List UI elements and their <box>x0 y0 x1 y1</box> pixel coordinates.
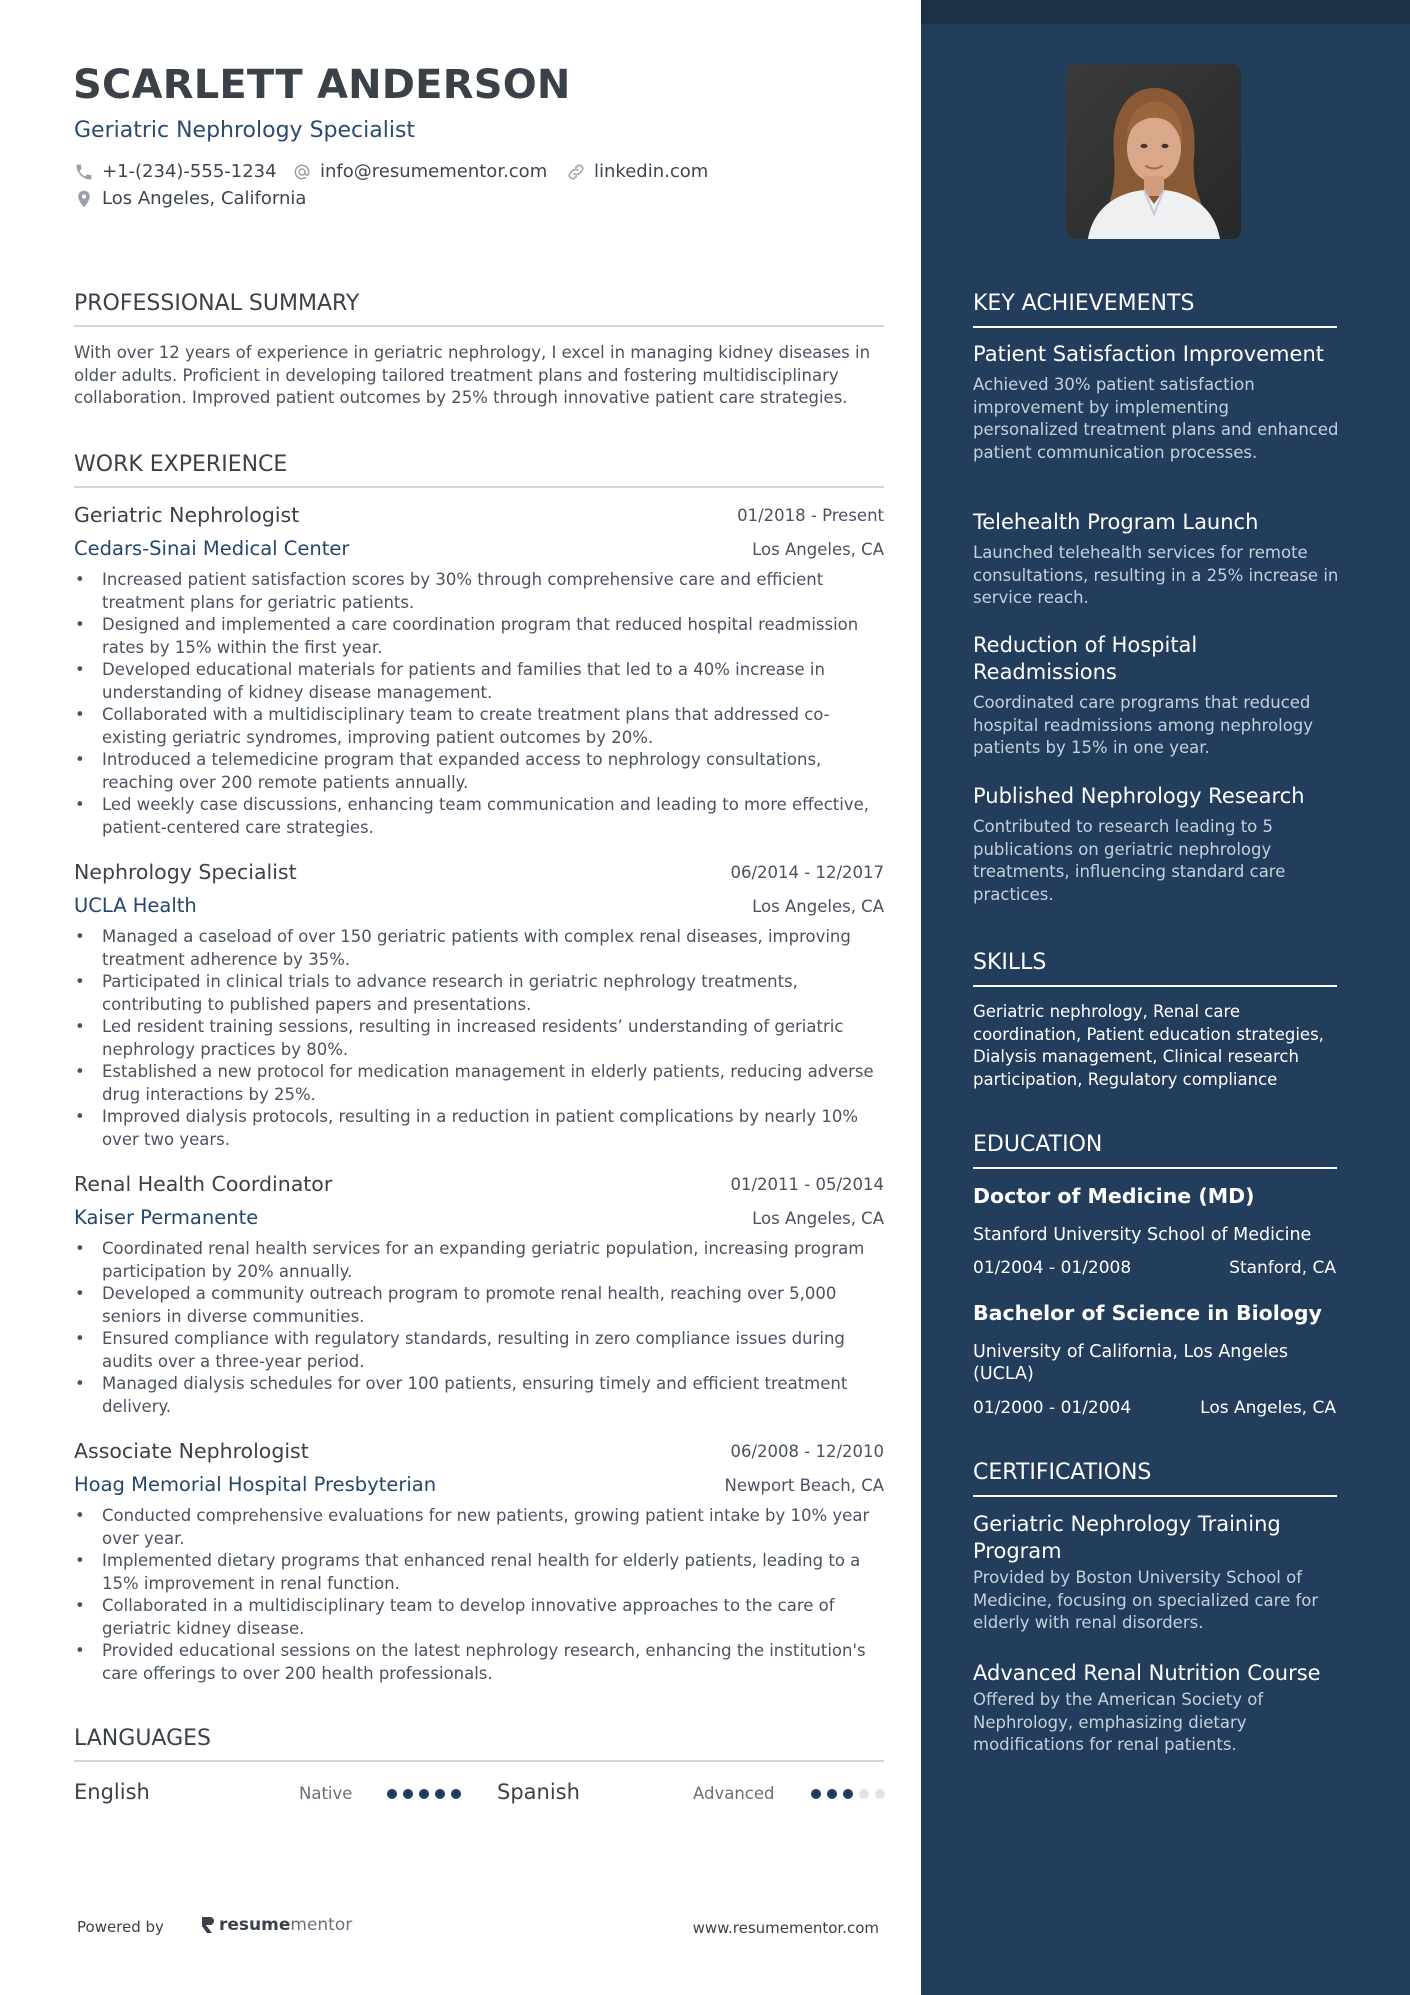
achievement-title: Published Nephrology Research <box>973 784 1305 808</box>
education-degree: Bachelor of Science in Biology <box>973 1301 1322 1325</box>
logo-text-bold: resume <box>219 1915 291 1935</box>
job-title: Renal Health Coordinator <box>74 1172 333 1196</box>
job-bullet: • Implemented dietary programs that enhanced renal health for elderly patients, leading to a 15% improvement in renal function. <box>74 1550 886 1595</box>
contact-phone <box>74 161 277 182</box>
job-bullets <box>74 569 886 839</box>
job-bullet: • Improved dialysis protocols, resulting in a reduction in patient complications by nearly 10% over two years. <box>74 1106 886 1151</box>
phone-text: +1-(234)-555-1234 <box>102 161 277 182</box>
rating-dot-filled <box>435 1789 445 1799</box>
job-bullet: • Collaborated with a multidisciplinary team to create treatment plans that addressed co-existing geriatric syndromes, improving patient outcomes by 20%. <box>74 704 886 749</box>
rating-dot-filled <box>403 1789 413 1799</box>
achievements-title: KEY ACHIEVEMENTS <box>973 291 1337 328</box>
candidate-role: Geriatric Nephrology Specialist <box>74 118 416 143</box>
job-bullets <box>74 926 886 1151</box>
job-bullets <box>74 1238 886 1418</box>
job-bullet: • Led weekly case discussions, enhancing team communication and leading to more effective, patient-centered care strategies. <box>74 794 886 839</box>
certifications-title: CERTIFICATIONS <box>973 1460 1337 1497</box>
sidebar-top-bar <box>921 0 1410 24</box>
job-bullet: • Managed a caseload of over 150 geriatric patients with complex renal diseases, improving treatment adherence by 35%. <box>74 926 886 971</box>
job-bullet: • Coordinated renal health services for an expanding geriatric population, increasing program participation by 20% annually. <box>74 1238 886 1283</box>
contact-email <box>292 161 547 182</box>
job-bullet: • Managed dialysis schedules for over 100 patients, ensuring timely and efficient treatment delivery. <box>74 1373 886 1418</box>
job-location: Los Angeles, CA <box>752 1209 884 1228</box>
summary-title: PROFESSIONAL SUMMARY <box>74 291 884 327</box>
job-title: Geriatric Nephrologist <box>74 503 300 527</box>
achievement-title: Reduction of Hospital Readmissions <box>973 633 1198 684</box>
logo-text-light: mentor <box>290 1915 353 1935</box>
job-bullet: • Led resident training sessions, resulting in increased residents’ understanding of geriatric nephrology practices by 80%. <box>74 1016 886 1061</box>
profile-photo <box>1066 64 1241 239</box>
location-text: Los Angeles, California <box>102 188 307 209</box>
rating-dot-filled <box>843 1789 853 1799</box>
job-title: Nephrology Specialist <box>74 860 297 884</box>
education-degree: Doctor of Medicine (MD) <box>973 1184 1255 1208</box>
link-icon <box>566 162 586 182</box>
achievement-item <box>973 632 1339 760</box>
job-company: Cedars-Sinai Medical Center <box>74 537 350 560</box>
achievement-text: Launched telehealth services for remote consultations, resulting in a 25% increase in service reach. <box>973 543 1339 607</box>
experience-title: WORK EXPERIENCE <box>74 452 884 488</box>
language-name: Spanish <box>497 1780 580 1804</box>
job-bullet: • Provided educational sessions on the latest nephrology research, enhancing the institution's care offerings to over 200 health professionals. <box>74 1640 886 1685</box>
rating-dot-filled <box>387 1789 397 1799</box>
job-company: UCLA Health <box>74 894 197 917</box>
job-bullets <box>74 1505 886 1685</box>
language-level: Native <box>299 1784 353 1803</box>
email-text[interactable]: info@resumementor.com <box>320 161 548 182</box>
education-date: 01/2004 - 01/2008 <box>973 1258 1132 1278</box>
achievement-item <box>973 783 1339 906</box>
linkedin-text[interactable]: linkedin.com <box>594 161 709 182</box>
rating-dot-empty <box>875 1789 885 1799</box>
job-bullet: • Introduced a telemedicine program that expanded access to nephrology consultations, reaching over 200 remote patients annually. <box>74 749 886 794</box>
rating-dot-filled <box>451 1789 461 1799</box>
job-company: Kaiser Permanente <box>74 1206 259 1229</box>
rating-dot-empty <box>859 1789 869 1799</box>
language-level: Advanced <box>693 1784 775 1803</box>
certification-text: Provided by Boston University School of Medicine, focusing on specialized care for elderly with renal disorders. <box>973 1568 1319 1632</box>
education-school: Stanford University School of Medicine <box>973 1225 1312 1245</box>
job-bullet: • Ensured compliance with regulatory standards, resulting in zero compliance issues during audits over a three-year period. <box>74 1328 886 1373</box>
education-location: Stanford, CA <box>1229 1258 1336 1278</box>
rating-dot-filled <box>827 1789 837 1799</box>
language-spanish <box>497 1780 897 1806</box>
language-rating <box>387 1789 467 1799</box>
certification-item <box>973 1511 1339 1635</box>
certification-title: Geriatric Nephrology Training Program <box>973 1512 1281 1563</box>
certification-title: Advanced Renal Nutrition Course <box>973 1661 1321 1685</box>
job-company: Hoag Memorial Hospital Presbyterian <box>74 1473 437 1496</box>
job-location: Newport Beach, CA <box>724 1476 884 1495</box>
skills-title: SKILLS <box>973 950 1337 987</box>
job-bullet: • Participated in clinical trials to advance research in geriatric nephrology treatments, contributing to published papers and presentations. <box>74 971 886 1016</box>
location-pin-icon <box>74 189 94 209</box>
resumementor-logo[interactable] <box>200 1915 352 1935</box>
job-bullet: • Established a new protocol for medication management in elderly patients, reducing adverse drug interactions by 25%. <box>74 1061 886 1106</box>
job-date: 06/2008 - 12/2010 <box>730 1442 884 1461</box>
job-bullet: • Developed a community outreach program to promote renal health, reaching over 5,000 seniors in diverse communities. <box>74 1283 886 1328</box>
job-bullet: • Collaborated in a multidisciplinary team to develop innovative approaches to the care of geriatric kidney disease. <box>74 1595 886 1640</box>
achievement-title: Patient Satisfaction Improvement <box>973 342 1324 366</box>
certification-item <box>973 1660 1339 1757</box>
contact-linkedin <box>566 161 708 182</box>
achievement-item <box>973 341 1339 464</box>
phone-icon <box>74 162 94 182</box>
achievement-text: Coordinated care programs that reduced hospital readmissions among nephrology patients by 15% in one year. <box>973 693 1314 757</box>
candidate-name: SCARLETT ANDERSON <box>73 62 571 108</box>
rating-dot-filled <box>419 1789 429 1799</box>
rating-dot-filled <box>811 1789 821 1799</box>
summary-text: With over 12 years of experience in geriatric nephrology, I excel in managing kidney diseases in older adults. Proficient in developing tailored treatment plans and fostering multidisciplinary collaboration. Improved patient outcomes by 25% through innovative patient care strategies. <box>74 343 871 407</box>
resumementor-logo-icon <box>200 1915 216 1935</box>
education-date: 01/2000 - 01/2004 <box>973 1398 1132 1418</box>
education-title: EDUCATION <box>973 1132 1337 1169</box>
job-location: Los Angeles, CA <box>752 540 884 559</box>
language-english <box>74 1780 474 1806</box>
at-icon <box>292 162 312 182</box>
skills-text: Geriatric nephrology, Renal care coordination, Patient education strategies, Dialysis management, Clinical research participation, Regulatory compliance <box>973 1002 1324 1089</box>
job-bullet: • Increased patient satisfaction scores by 30% through comprehensive care and efficient treatment plans for geriatric patients. <box>74 569 886 614</box>
language-rating <box>811 1789 891 1799</box>
languages-title: LANGUAGES <box>74 1726 884 1762</box>
job-bullet: • Designed and implemented a care coordination program that reduced hospital readmission rates by 15% within the first year. <box>74 614 886 659</box>
achievement-item <box>973 509 1339 610</box>
profile-photo-image <box>1066 64 1241 239</box>
achievement-text: Contributed to research leading to 5 publications on geriatric nephrology treatments, influencing standard care practices. <box>973 817 1286 904</box>
education-location: Los Angeles, CA <box>1200 1398 1336 1418</box>
job-date: 06/2014 - 12/2017 <box>730 863 884 882</box>
powered-by-label: Powered by <box>77 1918 164 1936</box>
job-location: Los Angeles, CA <box>752 897 884 916</box>
contact-location <box>74 188 306 209</box>
achievement-text: Achieved 30% patient satisfaction improvement by implementing personalized treatment plans and enhanced patient communication processes. <box>973 375 1339 462</box>
job-title: Associate Nephrologist <box>74 1439 309 1463</box>
job-date: 01/2011 - 05/2014 <box>730 1175 884 1194</box>
education-school: University of California, Los Angeles (UCLA) <box>973 1342 1289 1384</box>
achievement-title: Telehealth Program Launch <box>973 510 1259 534</box>
job-bullet: • Conducted comprehensive evaluations for new patients, growing patient intake by 10% year over year. <box>74 1505 886 1550</box>
job-bullet: • Developed educational materials for patients and families that led to a 40% increase in understanding of kidney disease management. <box>74 659 886 704</box>
language-name: English <box>74 1780 150 1804</box>
certification-text: Offered by the American Society of Nephrology, emphasizing dietary modifications for renal patients. <box>973 1690 1264 1754</box>
footer-url[interactable]: www.resumementor.com <box>692 1919 879 1937</box>
job-date: 01/2018 - Present <box>737 506 884 525</box>
